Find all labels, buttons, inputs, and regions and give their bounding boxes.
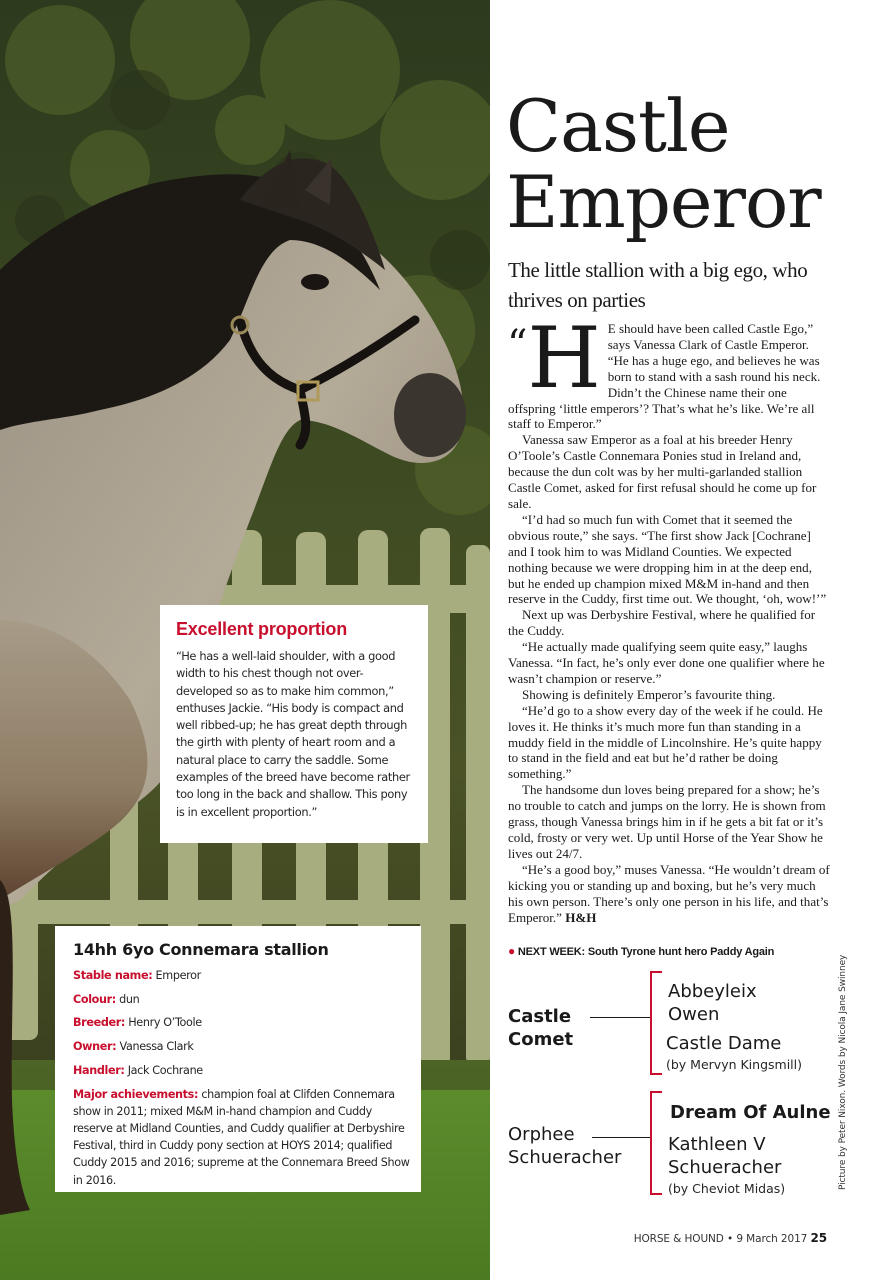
pedigree-sire-dam: Castle Dame xyxy=(666,1033,782,1054)
next-week-text: NEXT WEEK: South Tyrone hunt hero Paddy Again xyxy=(517,946,775,958)
paragraph-6: Showing is definitely Emperor’s favourite thing. xyxy=(522,686,776,702)
photo-credit: Picture by Peter Nixon. Words by Nicola Jane Swinney xyxy=(838,954,848,1190)
article-title xyxy=(506,84,821,244)
pedigree-sire-sire xyxy=(668,980,757,1026)
drop-cap-letter: H xyxy=(527,309,601,407)
dam-bracket-bottom xyxy=(650,1193,662,1195)
fact-value: Vanessa Clark xyxy=(119,1040,194,1054)
fact-achievements xyxy=(73,1086,413,1189)
dam-name-line2: Schueracher xyxy=(508,1147,622,1168)
pedigree-sire xyxy=(508,1005,573,1051)
facts-heading: 14hh 6yo Connemara stallion xyxy=(73,940,329,959)
article-body xyxy=(507,309,830,925)
dam-connector xyxy=(592,1137,650,1138)
sire-bracket xyxy=(650,971,652,1075)
sire-sire-line2: Owen xyxy=(668,1004,720,1025)
sire-bracket-top xyxy=(650,971,662,973)
dam-name-line1: Orphee xyxy=(508,1124,575,1145)
fact-label: Stable name: xyxy=(73,969,153,982)
proportion-text: “He has a well-laid shoulder, with a good width to his chest though not over-developed so as to make him common,” enthuses Jackie. “His body is compact and well ribbed-up; he has great depth through the girth with plenty of heart room and a natural place to carry the saddle. Some examples of the breed have become rather too long in the back and shallow. This pony is in excellent proportion.” xyxy=(176,649,410,819)
fact-stable-name xyxy=(73,967,413,984)
pedigree-chart xyxy=(490,965,850,1205)
dam-bracket-top xyxy=(650,1091,662,1093)
fact-value: Jack Cochrane xyxy=(127,1063,203,1077)
fact-handler xyxy=(73,1062,413,1079)
fact-breeder xyxy=(73,1014,413,1031)
paragraph-5: “He actually made qualifying seem quite easy,” laughs Vanessa. “In fact, he’s only ever done one qualifier where he wasn’t champion or reserve.” xyxy=(508,639,825,686)
paragraph-9-text: “He’s a good boy,” muses Vanessa. “He wouldn’t dream of kicking you or standing up and boxing, but he’s very much his own person. There’s only one person in his life, and that’s Emperor.” xyxy=(508,861,830,925)
paragraph-9 xyxy=(508,862,830,926)
sire-name-line1: Castle xyxy=(508,1006,572,1027)
pedigree-sire-dam-note: (by Mervyn Kingsmill) xyxy=(666,1057,802,1072)
paragraph-1-text: E should have been called Castle Ego,” says Vanessa Clark of Castle Emperor. “He has a huge ego, and believes he was born to stand with a sash round his neck. Didn’t the Chinese name their one offspring ‘little emperors’? That’s what he’s like. We’re all staff to Emperor.” xyxy=(508,321,821,432)
paragraph-7: “He’d go to a show every day of the week if he could. He loves it. He thinks it’s much more fun than standing in a muddy field in the middle of Lincolnshire. He’s quite happy to stand in the field and eat but he’d rather be doing something.” xyxy=(508,702,823,782)
fact-value: Emperor xyxy=(155,969,201,982)
next-week-teaser xyxy=(508,944,774,958)
fact-value: dun xyxy=(119,992,140,1006)
pedigree-dam xyxy=(508,1123,621,1169)
fact-value: champion foal at Clifden Connemara show in 2011; mixed M&M in-hand champion and Cuddy reserve at Midland Counties, and Cuddy qualifier at Derbyshire Festival, third in Cuddy pony section at HOYS 2014; qualified Cuddy 2015 and 2016; supreme at the Connemara Breed Show in 2016. xyxy=(73,1087,410,1187)
signoff: H&H xyxy=(565,909,597,925)
fact-colour xyxy=(73,991,413,1008)
dam-dam-line1: Kathleen V xyxy=(668,1134,766,1155)
page-number: 25 xyxy=(810,1231,827,1245)
fact-label: Breeder: xyxy=(73,1016,126,1030)
drop-cap xyxy=(507,309,601,407)
footer-text: HORSE & HOUND • 9 March 2017 xyxy=(633,1233,808,1245)
fact-label: Colour: xyxy=(73,992,116,1006)
pedigree-dam-dam xyxy=(668,1133,781,1179)
paragraph-8: The handsome dun loves being prepared for a show; he’s no trouble to catch and jumps on the lorry. He is shown from grass, though Vanessa brings him in if he gets a bit fat or it’s cold, frosty or very wet. Up until Horse of the Year Show he lives out 24/7. xyxy=(508,782,826,861)
proportion-heading: Excellent proportion xyxy=(176,619,348,639)
fact-label: Handler: xyxy=(73,1063,125,1077)
sire-sire-line1: Abbeyleix xyxy=(668,981,757,1002)
fact-value: Henry O’Toole xyxy=(128,1016,202,1030)
title-line-1: Castle xyxy=(506,84,730,168)
dam-dam-line2: Schueracher xyxy=(668,1157,782,1178)
bullet-dot-icon: ● xyxy=(508,944,516,958)
pedigree-dam-sire: Dream Of Aulne xyxy=(670,1102,831,1123)
dam-bracket xyxy=(650,1091,652,1195)
page-footer xyxy=(634,1231,827,1245)
pedigree-dam-dam-note: (by Cheviot Midas) xyxy=(668,1181,786,1196)
paragraph-4: Next up was Derbyshire Festival, where he qualified for the Cuddy. xyxy=(508,607,816,639)
title-line-2: Emperor xyxy=(506,160,821,244)
fact-label: Major achievements: xyxy=(73,1087,199,1101)
article-subtitle: The little stallion with a big ego, who thrives on parties xyxy=(508,258,808,312)
sire-bracket-bottom xyxy=(650,1073,662,1075)
drop-cap-quote: “ xyxy=(507,322,528,368)
paragraph-2: Vanessa saw Emperor as a foal at his breeder Henry O’Toole’s Castle Connemara Ponies stud in Ireland and, because the dun colt was by her multi-garlanded stallion Castle Comet, asked for first refusal should he come up for sale. xyxy=(508,432,817,511)
sire-name-line2: Comet xyxy=(508,1029,574,1050)
fact-label: Owner: xyxy=(73,1040,117,1054)
fact-owner xyxy=(73,1038,413,1055)
paragraph-3: “I’d had so much fun with Comet that it seemed the obvious route,” she says. “The first show Jack [Cochrane] and I took him to was Midland Counties. We expected nothing because we were dropping him in at the deep end, but he ended up champion mixed M&M in-hand and then reserve in the Cuddy, first time out. We thought, ‘oh, wow!’” xyxy=(508,511,827,607)
proportion-box xyxy=(160,605,428,843)
paragraph-1 xyxy=(507,309,830,432)
facts-box xyxy=(55,926,421,1192)
sire-connector xyxy=(590,1017,650,1018)
